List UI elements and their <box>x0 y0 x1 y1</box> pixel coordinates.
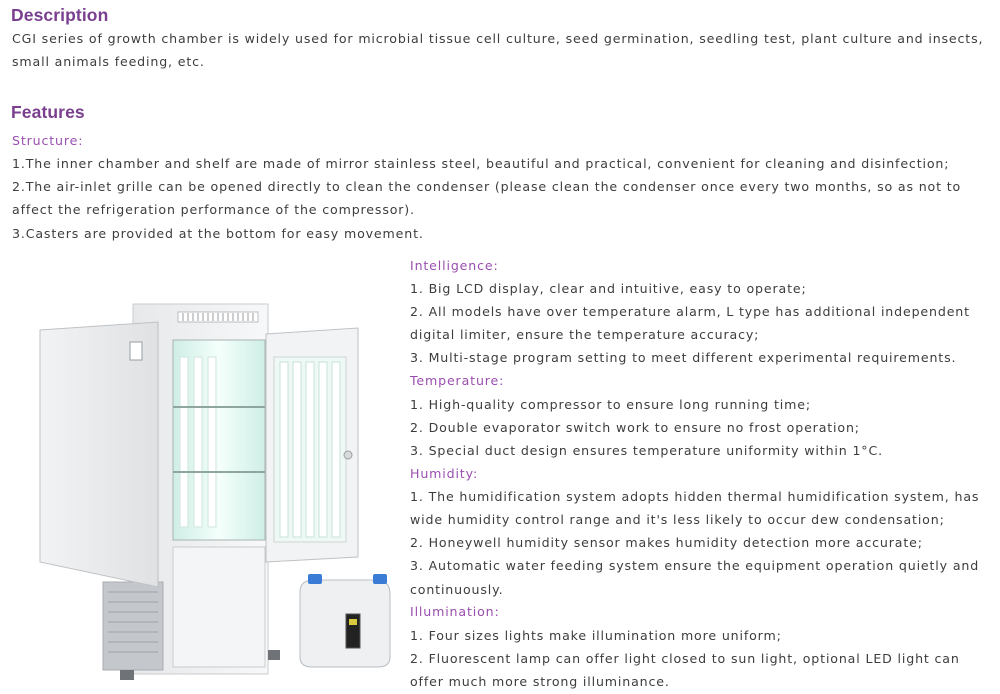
humidity-line-3: 2. Honeywell humidity sensor makes humidity detection more accurate; <box>410 535 923 550</box>
temperature-title: Temperature: <box>410 373 505 388</box>
humidity-line-1: 1. The humidification system adopts hidden thermal humidification system, has <box>410 489 980 504</box>
temperature-line-2: 2. Double evaporator switch work to ensure no frost operation; <box>410 420 860 435</box>
structure-line-4: 3.Casters are provided at the bottom for easy movement. <box>12 226 424 241</box>
description-line-1: CGI series of growth chamber is widely used for microbial tissue cell culture, seed germination, seedling test, plant culture and insects, <box>12 31 984 46</box>
intelligence-title: Intelligence: <box>410 258 499 273</box>
description-heading: Description <box>11 5 109 25</box>
structure-line-3: affect the refrigeration performance of the compressor). <box>12 202 415 217</box>
intelligence-line-1: 1. Big LCD display, clear and intuitive, easy to operate; <box>410 281 807 296</box>
temperature-line-3: 3. Special duct design ensures temperature uniformity within 1°C. <box>410 443 883 458</box>
humidity-line-5: continuously. <box>410 582 504 597</box>
structure-line-2: 2.The air-inlet grille can be opened directly to clean the condenser (please clean the condenser once every two months, so as not to <box>12 179 962 194</box>
features-heading: Features <box>11 102 85 122</box>
intelligence-line-2: 2. All models have over temperature alarm, L type has additional independent <box>410 304 970 319</box>
illumination-line-3: offer much more strong illuminance. <box>410 674 670 689</box>
description-line-2: small animals feeding, etc. <box>12 54 205 69</box>
humidity-title: Humidity: <box>410 466 479 481</box>
structure-line-1: 1.The inner chamber and shelf are made of mirror stainless steel, beautiful and practical, convenient for cleaning and disinfection; <box>12 156 950 171</box>
illumination-title: Illumination: <box>410 604 500 619</box>
growth-chamber-image <box>28 262 400 690</box>
illumination-line-1: 1. Four sizes lights make illumination more uniform; <box>410 628 782 643</box>
temperature-line-1: 1. High-quality compressor to ensure long running time; <box>410 397 811 412</box>
illumination-line-2: 2. Fluorescent lamp can offer light closed to sun light, optional LED light can <box>410 651 960 666</box>
humidity-line-2: wide humidity control range and it's less likely to occur dew condensation; <box>410 512 945 527</box>
humidity-line-4: 3. Automatic water feeding system ensure the equipment operation quietly and <box>410 558 980 573</box>
intelligence-line-3: digital limiter, ensure the temperature accuracy; <box>410 327 760 342</box>
intelligence-line-4: 3. Multi-stage program setting to meet different experimental requirements. <box>410 350 957 365</box>
structure-title: Structure: <box>12 133 84 148</box>
